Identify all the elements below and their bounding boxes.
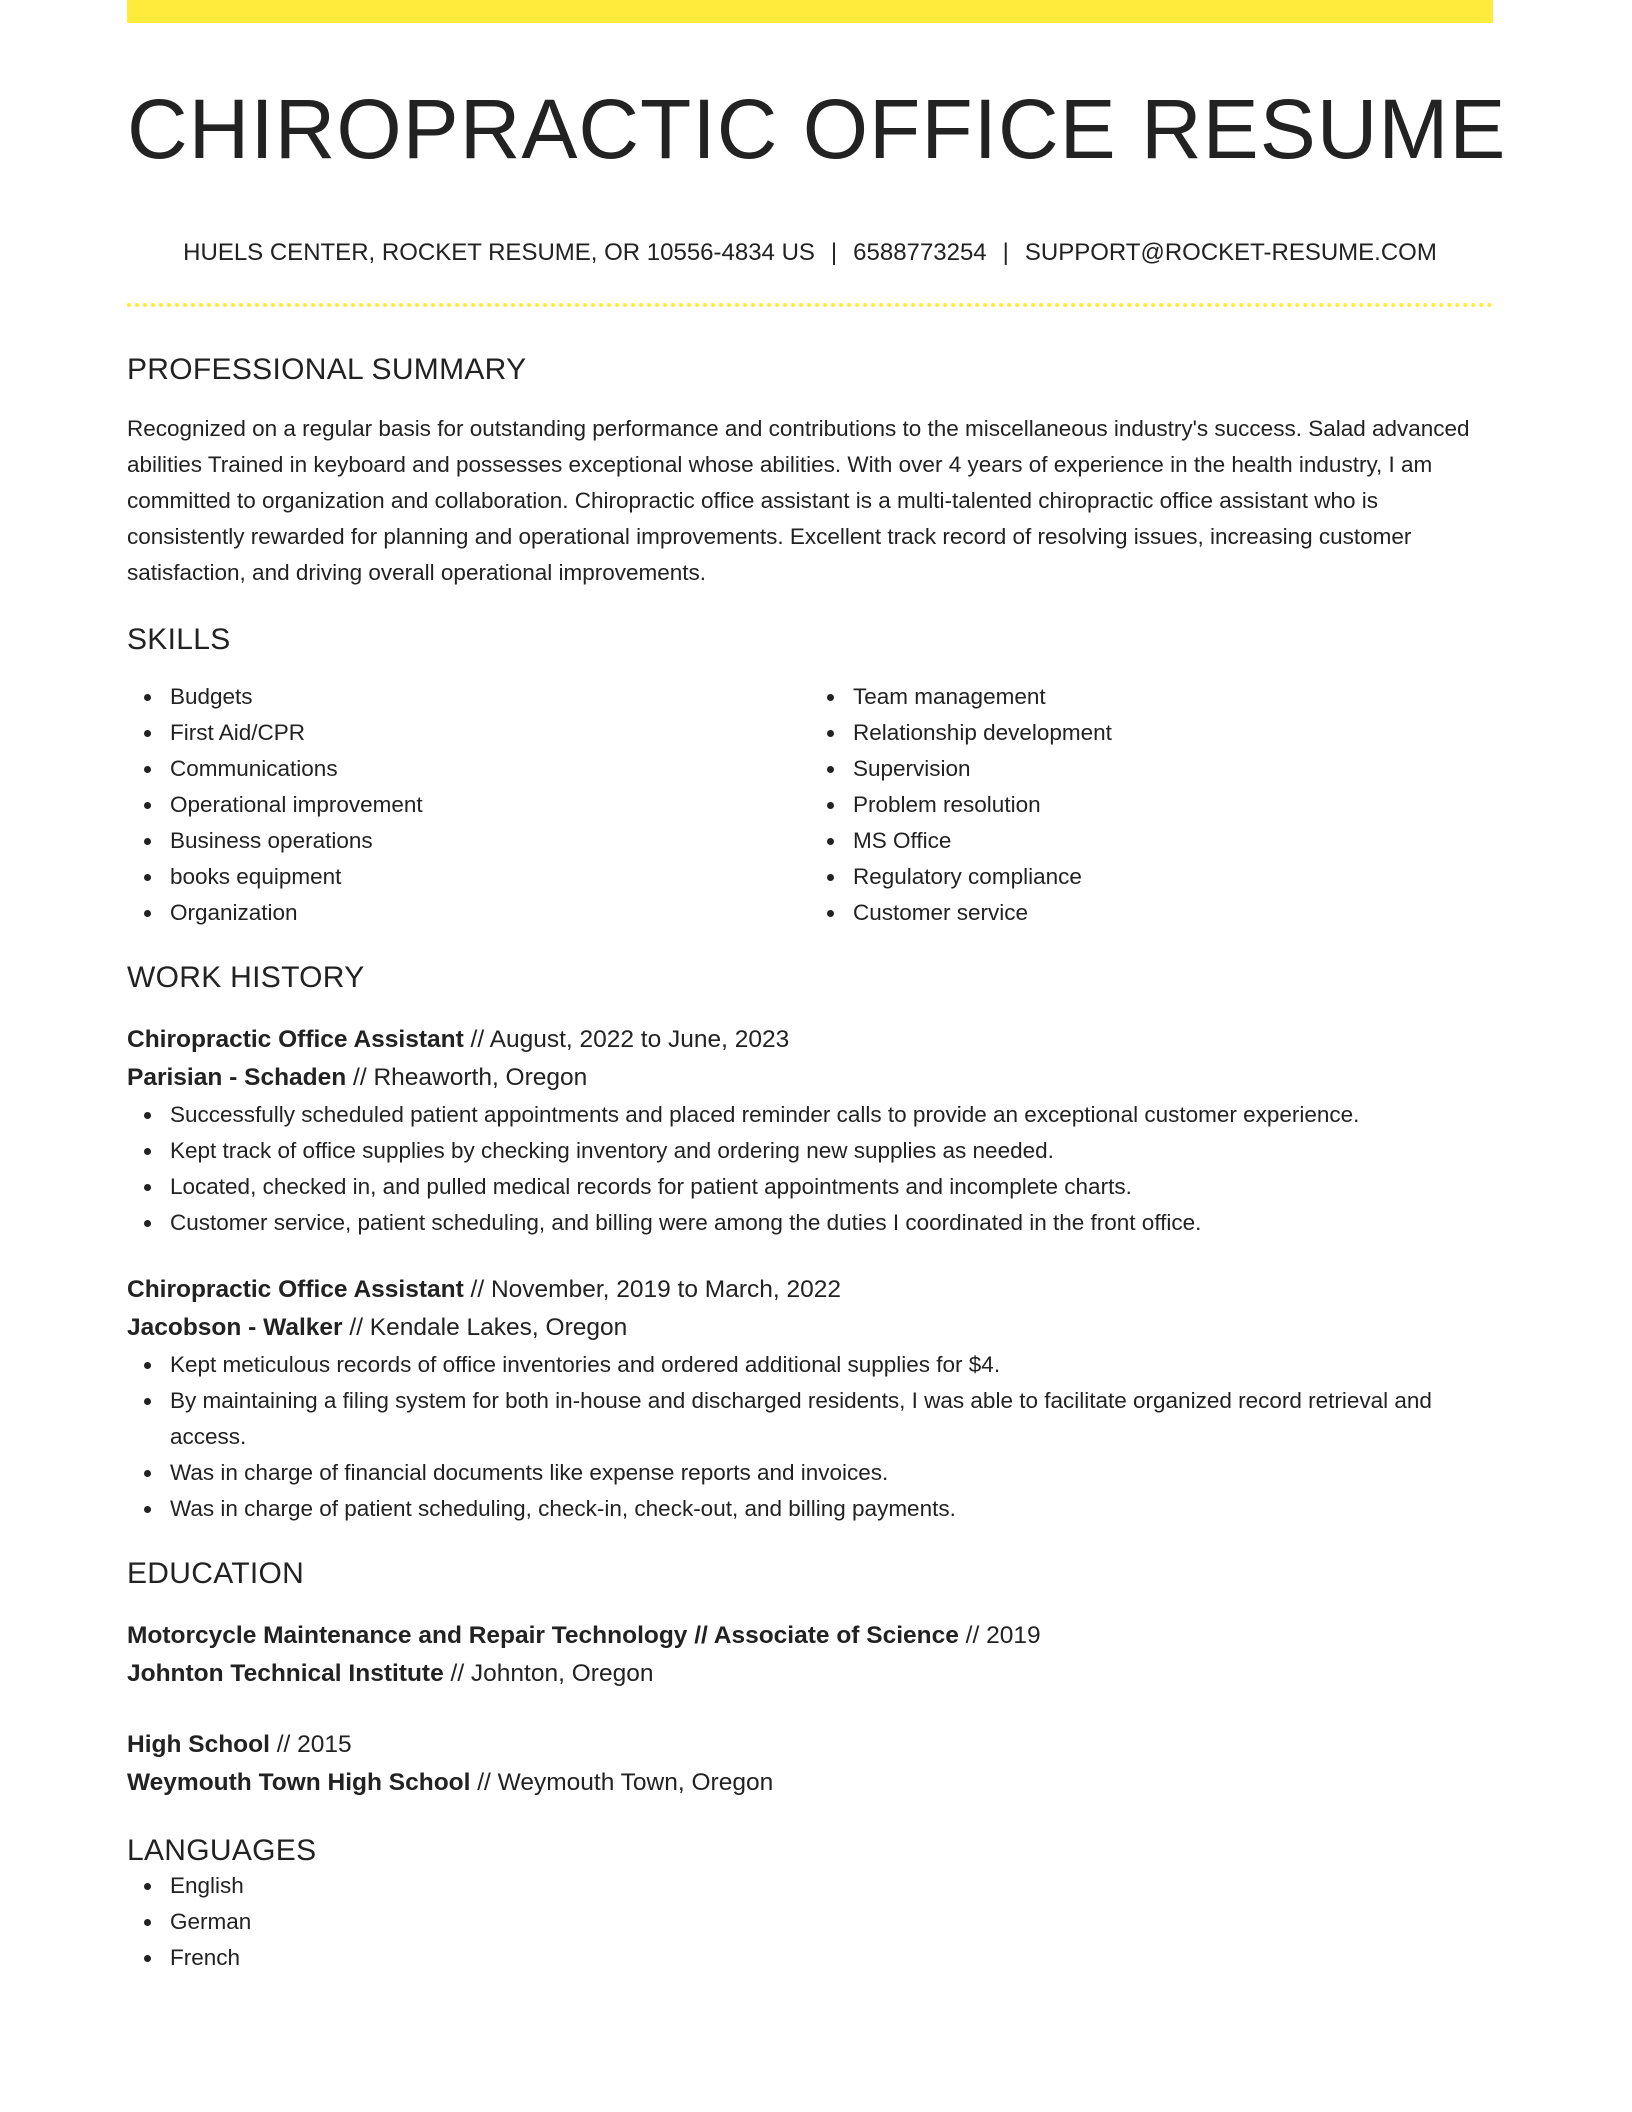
education-entry [127, 1617, 1493, 1693]
education-degree-line [127, 1617, 1493, 1655]
summary-text: Recognized on a regular basis for outstanding performance and contributions to the miscellaneous industry's success. Salad advanced abilities Trained in keyboard and possesses exceptional whose abilities. With over 4 years of experience in the health industry, I am committed to organization and collaboration. Chiropractic office assistant is a multi-talented chiropractic office assistant who is consistently rewarded for planning and operational improvements. Excellent track record of resolving issues, increasing customer satisfaction, and driving overall operational improvements. [127, 416, 1470, 586]
skill-item: Business operations [170, 823, 810, 859]
education-location: // Johnton, Oregon [443, 1660, 654, 1688]
job-duty-item: Was in charge of financial documents like expense reports and invoices. [170, 1455, 1493, 1491]
languages-heading: LANGUAGES [127, 1834, 317, 1868]
job-duties-list [127, 1347, 1493, 1527]
skill-item: Operational improvement [170, 787, 810, 823]
job-company-line [127, 1309, 1493, 1347]
top-accent-bar [127, 0, 1493, 23]
job-company: Parisian - Schaden [127, 1064, 347, 1092]
education-year: // 2015 [269, 1731, 352, 1759]
languages-list [127, 1868, 1493, 1976]
job-title-line [127, 1271, 1493, 1309]
header-divider [127, 303, 1493, 307]
job-duty-item: Was in charge of patient scheduling, check-in, check-out, and billing payments. [170, 1491, 1493, 1527]
skill-item: Organization [170, 895, 810, 931]
language-item: German [170, 1904, 1493, 1940]
skill-item: Communications [170, 751, 810, 787]
contact-email: SUPPORT@ROCKET-RESUME.COM [1024, 239, 1437, 267]
education-school-line [127, 1764, 1493, 1802]
skill-item: Problem resolution [853, 787, 1493, 823]
education-school: Weymouth Town High School [127, 1769, 471, 1797]
skill-item: Relationship development [853, 715, 1493, 751]
job-dates: // August, 2022 to June, 2023 [463, 1026, 790, 1054]
job-duties-list [127, 1097, 1493, 1241]
job-location: // Rheaworth, Oregon [346, 1064, 588, 1092]
job-title: Chiropractic Office Assistant [127, 1276, 464, 1304]
contact-address: HUELS CENTER, ROCKET RESUME, OR 10556-4834 US [183, 239, 815, 267]
job-duty-item: Kept track of office supplies by checking inventory and ordering new supplies as needed. [170, 1133, 1493, 1169]
education-entry [127, 1726, 1493, 1802]
skill-item: Budgets [170, 679, 810, 715]
education-school-line [127, 1655, 1493, 1693]
education-location: // Weymouth Town, Oregon [470, 1769, 774, 1797]
resume-title: CHIROPRACTIC OFFICE RESUME [127, 82, 1507, 176]
summary-heading: PROFESSIONAL SUMMARY [127, 353, 527, 387]
job-title: Chiropractic Office Assistant [127, 1026, 464, 1054]
job-entry [127, 1021, 1493, 1241]
skill-item: MS Office [853, 823, 1493, 859]
language-item: French [170, 1940, 1493, 1976]
skill-item: Regulatory compliance [853, 859, 1493, 895]
job-duty-item: Located, checked in, and pulled medical records for patient appointments and incomplete charts. [170, 1169, 1493, 1205]
job-entry [127, 1271, 1493, 1527]
job-location: // Kendale Lakes, Oregon [342, 1314, 628, 1342]
education-school: Johnton Technical Institute [127, 1660, 444, 1688]
skill-item: Team management [853, 679, 1493, 715]
skill-item: First Aid/CPR [170, 715, 810, 751]
job-company-line [127, 1059, 1493, 1097]
contact-phone: 6588773254 [853, 239, 987, 267]
education-degree: High School [127, 1731, 270, 1759]
skills-heading: SKILLS [127, 623, 231, 657]
job-duty-item: Kept meticulous records of office inventories and ordered additional supplies for $4. [170, 1347, 1493, 1383]
skill-item: books equipment [170, 859, 810, 895]
education-degree: Motorcycle Maintenance and Repair Technology // Associate of Science [127, 1622, 959, 1650]
contact-separator: | [830, 239, 838, 267]
skill-item: Supervision [853, 751, 1493, 787]
job-title-line [127, 1021, 1493, 1059]
job-duty-item: Customer service, patient scheduling, and billing were among the duties I coordinated in the front office. [170, 1205, 1493, 1241]
skills-grid [127, 679, 1493, 931]
job-company: Jacobson - Walker [127, 1314, 343, 1342]
skills-column-right [810, 679, 1493, 931]
language-item: English [170, 1868, 1493, 1904]
contact-separator: | [1002, 239, 1009, 267]
job-duty-item: By maintaining a filing system for both in-house and discharged residents, I was able to facilitate organized record retrieval and access. [170, 1383, 1493, 1455]
contact-line [127, 239, 1493, 267]
resume-page [127, 0, 1507, 1976]
education-year: // 2019 [958, 1622, 1041, 1650]
skills-column-left [127, 679, 810, 931]
education-degree-line [127, 1726, 1493, 1764]
job-dates: // November, 2019 to March, 2022 [463, 1276, 841, 1304]
education-heading: EDUCATION [127, 1557, 305, 1591]
job-duty-item: Successfully scheduled patient appointments and placed reminder calls to provide an exceptional customer experience. [170, 1097, 1493, 1133]
work-history-heading: WORK HISTORY [127, 961, 365, 995]
skill-item: Customer service [853, 895, 1493, 931]
